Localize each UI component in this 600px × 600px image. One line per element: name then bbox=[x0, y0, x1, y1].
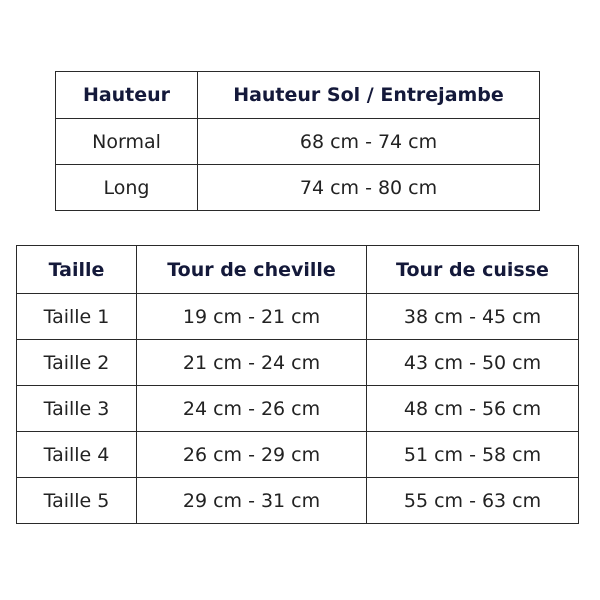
cell-thigh-range: 51 cm - 58 cm bbox=[367, 432, 579, 478]
cell-height-range: 68 cm - 74 cm bbox=[198, 119, 540, 165]
cell-size-name: Taille 3 bbox=[17, 386, 137, 432]
table-header-row bbox=[56, 72, 540, 119]
header-tour-de-cuisse: Tour de cuisse bbox=[367, 246, 579, 294]
cell-ankle-range: 26 cm - 29 cm bbox=[137, 432, 367, 478]
cell-thigh-range: 43 cm - 50 cm bbox=[367, 340, 579, 386]
cell-thigh-range: 55 cm - 63 cm bbox=[367, 478, 579, 524]
cell-height-name: Normal bbox=[56, 119, 198, 165]
height-table bbox=[55, 71, 540, 211]
cell-size-name: Taille 2 bbox=[17, 340, 137, 386]
cell-size-name: Taille 4 bbox=[17, 432, 137, 478]
cell-ankle-range: 24 cm - 26 cm bbox=[137, 386, 367, 432]
cell-thigh-range: 48 cm - 56 cm bbox=[367, 386, 579, 432]
table-row bbox=[17, 340, 579, 386]
header-taille: Taille bbox=[17, 246, 137, 294]
cell-ankle-range: 21 cm - 24 cm bbox=[137, 340, 367, 386]
table-row bbox=[17, 386, 579, 432]
header-hauteur: Hauteur bbox=[56, 72, 198, 119]
cell-size-name: Taille 1 bbox=[17, 294, 137, 340]
size-table bbox=[16, 245, 579, 524]
header-hauteur-sol: Hauteur Sol / Entrejambe bbox=[198, 72, 540, 119]
cell-height-name: Long bbox=[56, 165, 198, 211]
table-header-row bbox=[17, 246, 579, 294]
table-row bbox=[17, 478, 579, 524]
table-row bbox=[17, 294, 579, 340]
cell-thigh-range: 38 cm - 45 cm bbox=[367, 294, 579, 340]
cell-ankle-range: 29 cm - 31 cm bbox=[137, 478, 367, 524]
table-row bbox=[17, 432, 579, 478]
cell-ankle-range: 19 cm - 21 cm bbox=[137, 294, 367, 340]
header-tour-de-cheville: Tour de cheville bbox=[137, 246, 367, 294]
cell-size-name: Taille 5 bbox=[17, 478, 137, 524]
table-row bbox=[56, 165, 540, 211]
cell-height-range: 74 cm - 80 cm bbox=[198, 165, 540, 211]
table-row bbox=[56, 119, 540, 165]
